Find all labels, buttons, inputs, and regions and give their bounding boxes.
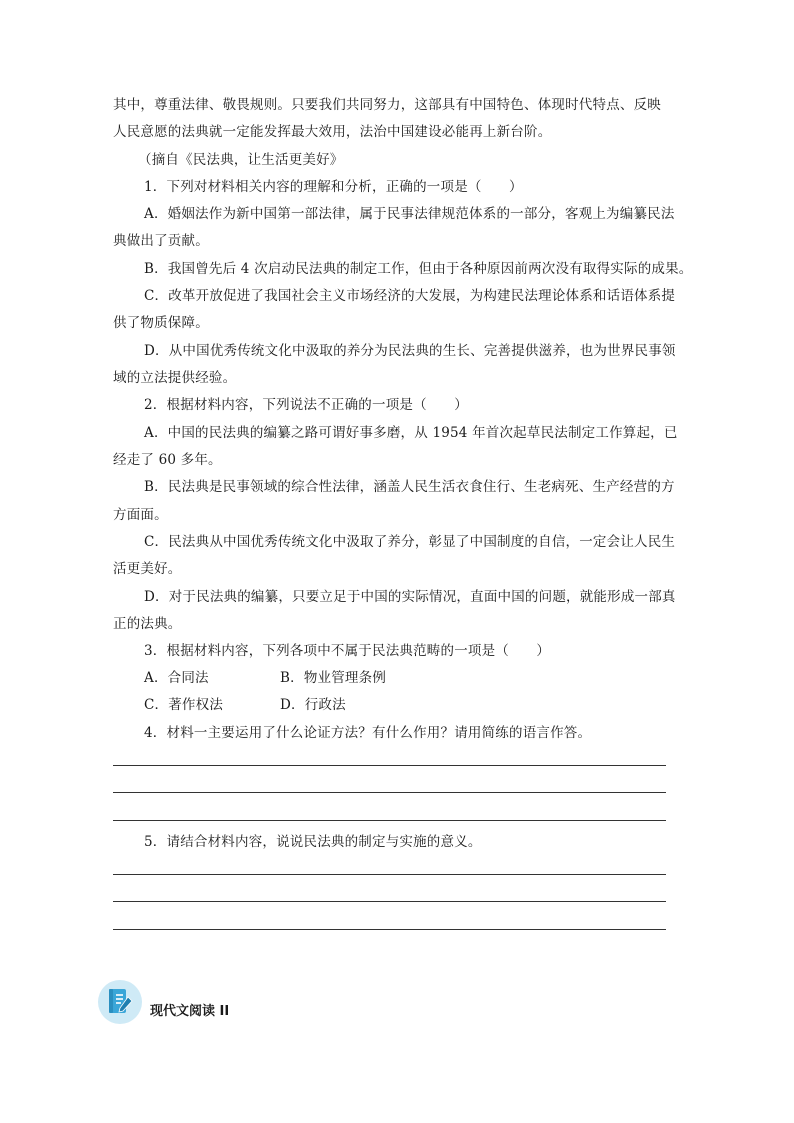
q2-option-a: A．中国的民法典的编纂之路可谓好事多磨，从 1954 年首次起草民法制定工作算起，已	[144, 425, 678, 441]
q1-option-a-cont: 典做出了贡献。	[113, 233, 209, 249]
section-title: 现代文阅读 II	[150, 1004, 230, 1019]
q3-option-c: C．著作权法	[144, 697, 224, 713]
q2-option-d-cont: 正的法典。	[113, 616, 182, 632]
q3-option-b: B．物业管理条例	[280, 670, 387, 686]
passage-source: （摘自《民法典，让生活更美好》	[138, 152, 344, 168]
q5-answer-line-3[interactable]	[113, 929, 666, 930]
q2-option-a-cont: 经走了 60 多年。	[113, 452, 222, 468]
passage-line-2: 人民意愿的法典就一定能发挥最大效用，法治中国建设必能再上新台阶。	[113, 124, 552, 140]
q2-option-c-cont: 活更美好。	[113, 561, 182, 577]
q1-option-d-cont: 域的立法提供经验。	[113, 370, 237, 386]
q1-stem: 1．下列对材料相关内容的理解和分析，正确的一项是（ ）	[144, 179, 523, 195]
q1-option-c-cont: 供了物质保障。	[113, 315, 209, 331]
q2-option-b-cont: 方面面。	[113, 507, 168, 523]
q3-option-d: D．行政法	[280, 697, 346, 713]
q2-stem: 2．根据材料内容，下列说法不正确的一项是（ ）	[144, 397, 468, 413]
q3-option-a: A．合同法	[144, 670, 209, 686]
q2-option-c: C．民法典从中国优秀传统文化中汲取了养分，彰显了中国制度的自信，一定会让人民生	[144, 534, 676, 550]
q3-stem: 3．根据材料内容，下列各项中不属于民法典范畴的一项是（ ）	[144, 643, 551, 659]
q4-answer-line-1[interactable]	[113, 765, 666, 766]
q1-option-d: D．从中国优秀传统文化中汲取的养分为民法典的生长、完善提供滋养，也为世界民事领	[144, 343, 676, 359]
passage-line-1: 其中，尊重法律、敬畏规则。只要我们共同努力，这部具有中国特色、体现时代特点、反映	[113, 97, 661, 113]
q4-answer-line-2[interactable]	[113, 792, 666, 793]
q1-option-c: C．改革开放促进了我国社会主义市场经济的大发展，为构建民法理论体系和话语体系提	[144, 288, 676, 304]
q2-option-b: B．民法典是民事领域的综合性法律，涵盖人民生活衣食住行、生老病死、生产经营的方	[144, 479, 675, 495]
q5-stem: 5．请结合材料内容，说说民法典的制定与实施的意义。	[144, 834, 482, 850]
q4-stem: 4．材料一主要运用了什么论证方法？有什么作用？请用简练的语言作答。	[144, 725, 592, 741]
q1-option-b: B．我国曾先后 4 次启动民法典的制定工作，但由于各种原因前两次没有取得实际的成果。	[144, 261, 693, 277]
q2-option-d: D．对于民法典的编纂，只要立足于中国的实际情况，直面中国的问题，就能形成一部真	[144, 589, 676, 605]
q4-answer-line-3[interactable]	[113, 820, 666, 821]
q5-answer-line-1[interactable]	[113, 874, 666, 875]
q1-option-a: A．婚姻法作为新中国第一部法律，属于民事法律规范体系的一部分，客观上为编纂民法	[144, 206, 675, 222]
notebook-pen-icon	[98, 980, 142, 1024]
q5-answer-line-2[interactable]	[113, 901, 666, 902]
